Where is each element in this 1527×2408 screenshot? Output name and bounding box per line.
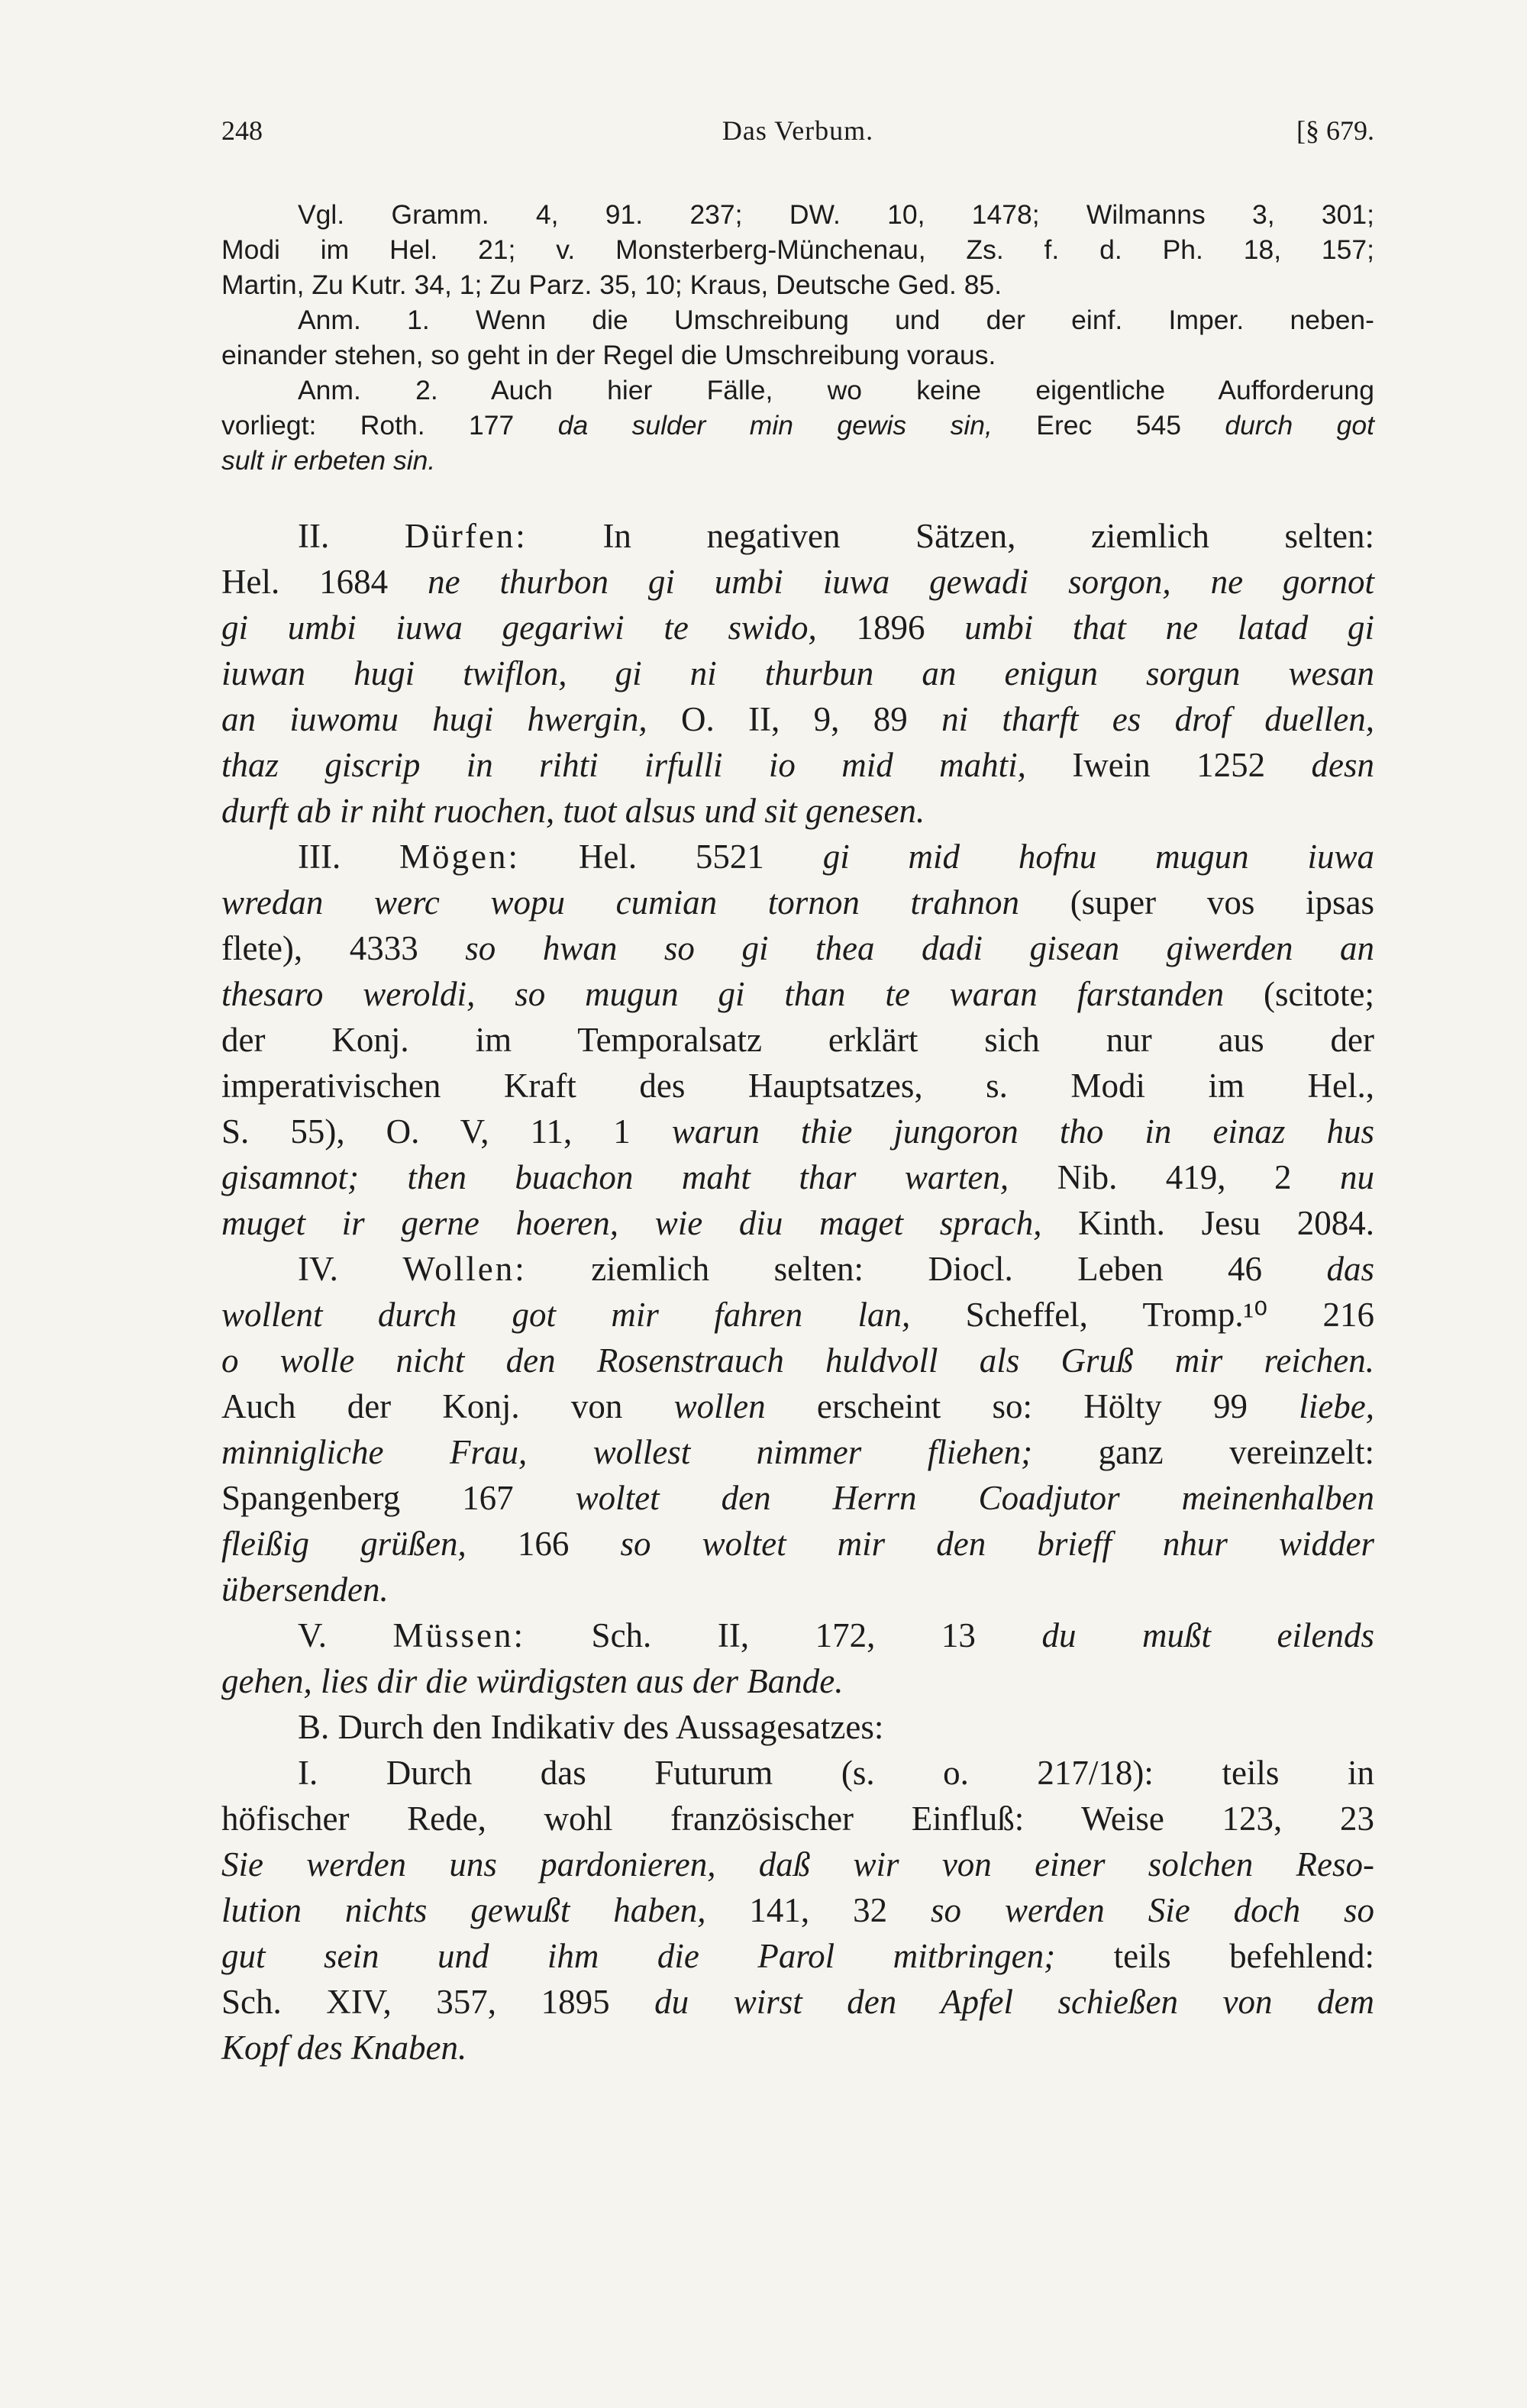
text-line: imperativischen Kraft des Hauptsatzes, s. Modi im Hel., (221, 1067, 1374, 1105)
references-and-notes (221, 197, 1374, 478)
text-line: an iuwomu hugi hwergin, O. II, 9, 89 ni tharft es drof duellen, (221, 700, 1375, 738)
page (221, 115, 1374, 2071)
text-line: o wolle nicht den Rosenstrauch huldvoll als Gruß mir reichen. (221, 1341, 1374, 1380)
note-line: einander stehen, so geht in der Regel die Umschreibung voraus. (221, 340, 996, 370)
running-header (221, 115, 1374, 163)
text-line: gi umbi iuwa gegariwi te swido, 1896 umbi that ne latad gi (221, 608, 1374, 647)
text-line: fleißig grüßen, 166 so woltet mir den brieff nhur widder (221, 1525, 1375, 1563)
text-line: Sch. XIV, 357, 1895 du wirst den Apfel schießen von dem (221, 1983, 1374, 2021)
text-line: iuwan hugi twiflon, gi ni thurbun an enigun sorgun wesan (221, 654, 1374, 692)
text-line: III. Mögen: Hel. 5521 gi mid hofnu mugun iuwa (298, 838, 1374, 876)
text-line: flete), 4333 so hwan so gi thea dadi gisean giwerden an (221, 929, 1374, 967)
text-line: I. Durch das Futurum (s. o. 217/18): teils in (298, 1754, 1374, 1792)
page-number: 248 (221, 115, 263, 146)
section-number: [§ 679. (1296, 115, 1374, 146)
text-line: Sie werden uns pardonieren, daß wir von einer solchen Reso- (221, 1845, 1374, 1883)
text-line: höfischer Rede, wohl französischer Einfluß: Weise 123, 23 (221, 1800, 1374, 1838)
text-line: Kopf des Knaben. (221, 2029, 467, 2067)
text-line: wollent durch got mir fahren lan, Scheffel, Tromp.¹⁰ 216 (221, 1296, 1374, 1334)
note-line: Anm. 2. Auch hier Fälle, wo keine eigentliche Aufforderung (298, 375, 1374, 405)
text-line: gisamnot; then buachon maht thar warten, Nib. 419, 2 nu (221, 1158, 1375, 1196)
text-line: der Konj. im Temporalsatz erklärt sich nur aus der (221, 1021, 1374, 1059)
text-line: V. Müssen: Sch. II, 172, 13 du mußt eilends (298, 1616, 1374, 1654)
note-line: vorliegt: Roth. 177 da sulder min gewis sin, Erec 545 durch got (221, 410, 1374, 441)
text-line: Spangenberg 167 woltet den Herrn Coadjutor meinenhalben (221, 1479, 1374, 1517)
running-title: Das Verbum. (722, 115, 874, 146)
text-line: IV. Wollen: ziemlich selten: Diocl. Leben 46 das (298, 1250, 1374, 1288)
text-line: muget ir gerne hoeren, wie diu maget sprach, Kinth. Jesu 2084. (221, 1204, 1375, 1242)
text-line: lution nichts gewußt haben, 141, 32 so werden Sie doch so (221, 1891, 1375, 1929)
main-text (221, 513, 1374, 2071)
text-line: Hel. 1684 ne thurbon gi umbi iuwa gewadi sorgon, ne gornot (221, 563, 1374, 601)
note-line: Vgl. Gramm. 4, 91. 237; DW. 10, 1478; Wilmanns 3, 301; (298, 199, 1374, 230)
text-line: thesaro weroldi, so mugun gi than te waran farstanden (scitote; (221, 975, 1374, 1013)
text-line: Auch der Konj. von wollen erscheint so: Hölty 99 liebe, (221, 1387, 1374, 1425)
note-line: Anm. 1. Wenn die Umschreibung und der einf. Imper. neben- (298, 305, 1374, 335)
text-line: durft ab ir niht ruochen, tuot alsus und sit genesen. (221, 792, 925, 830)
note-line: Modi im Hel. 21; v. Monsterberg-Münchenau, Zs. f. d. Ph. 18, 157; (221, 234, 1374, 265)
text-line: gehen, lies dir die würdigsten aus der Bande. (221, 1662, 844, 1700)
note-line: Martin, Zu Kutr. 34, 1; Zu Parz. 35, 10; Kraus, Deutsche Ged. 85. (221, 270, 1002, 300)
text-line: minnigliche Frau, wollest nimmer fliehen; ganz vereinzelt: (221, 1433, 1374, 1471)
note-line: sult ir erbeten sin. (221, 445, 436, 476)
text-line: wredan werc wopu cumian tornon trahnon (super vos ipsas (221, 883, 1374, 922)
text-line: S. 55), O. V, 11, 1 warun thie jungoron tho in einaz hus (221, 1112, 1374, 1151)
text-line: gut sein und ihm die Parol mitbringen; teils befehlend: (221, 1937, 1374, 1975)
text-line: thaz giscrip in rihti irfulli io mid mahti, Iwein 1252 desn (221, 746, 1374, 784)
text-line: II. Dürfen: In negativen Sätzen, ziemlich selten: (298, 517, 1374, 555)
text-line: übersenden. (221, 1570, 389, 1609)
text-line: B. Durch den Indikativ des Aussagesatzes: (298, 1708, 884, 1746)
